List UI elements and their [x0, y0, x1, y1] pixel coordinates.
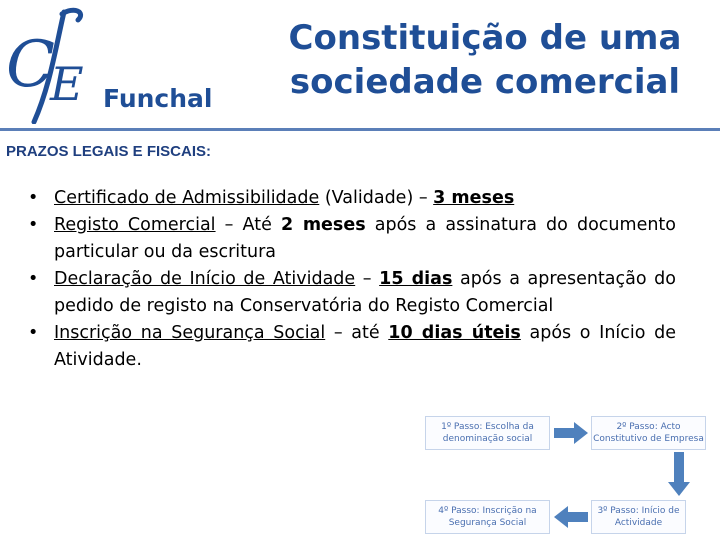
item-title: Registo Comercial [54, 215, 216, 235]
item-text: – Até [215, 215, 281, 235]
step-3-line-1: 3º Passo: Início de [597, 506, 680, 516]
item-text: após o Início de Atividade. [54, 323, 676, 370]
item-text: após a assinatura do documento particular ou da escritura [54, 215, 676, 262]
step-2-line-2: Constitutivo de Empresa [593, 434, 704, 444]
item-deadline: 10 dias úteis [388, 323, 521, 343]
list-item [54, 320, 676, 374]
item-deadline: 2 meses [280, 215, 366, 235]
page-title [270, 16, 700, 104]
title-line-2: sociedade comercial [289, 62, 681, 102]
step-3-box [591, 500, 686, 534]
item-title: Inscrição na Segurança Social [54, 323, 326, 343]
step-4-line-2: Segurança Social [448, 518, 527, 528]
item-text: – até [325, 323, 389, 343]
arrow-down-icon [668, 452, 690, 496]
item-deadline: 15 dias [379, 269, 453, 289]
item-text: após a apresentação do pedido de registo na Conservatória do Registo Comercial [54, 269, 676, 316]
step-4-box [425, 500, 550, 534]
logo-subtitle: Funchal [103, 84, 213, 113]
step-1-line-1: 1º Passo: Escolha da [441, 422, 534, 432]
step-1-box [425, 416, 550, 450]
step-2-line-1: 2º Passo: Acto [616, 422, 681, 432]
arrow-left-icon [554, 506, 588, 528]
step-2-box [591, 416, 706, 450]
title-line-1: Constituição de uma [288, 18, 682, 58]
cfe-logo [4, 6, 100, 124]
logo-c: C [6, 28, 55, 102]
step-3-line-2: Actividade [614, 518, 663, 528]
deadline-list [54, 185, 676, 374]
item-deadline: 3 meses [433, 188, 515, 208]
step-1-line-2: denominação social [442, 434, 533, 444]
list-item [54, 266, 676, 320]
item-title: Declaração de Início de Atividade [54, 269, 356, 289]
logo-e: E [50, 57, 84, 111]
header-divider [0, 128, 720, 131]
list-item [54, 185, 676, 212]
step-4-line-1: 4º Passo: Inscrição na [438, 506, 537, 516]
item-text: – [355, 269, 380, 289]
section-heading: PRAZOS LEGAIS E FISCAIS: [6, 143, 212, 160]
list-item [54, 212, 676, 266]
item-text: (Validade) – [319, 188, 434, 208]
item-title: Certificado de Admissibilidade [54, 188, 320, 208]
arrow-right-icon [554, 422, 588, 444]
